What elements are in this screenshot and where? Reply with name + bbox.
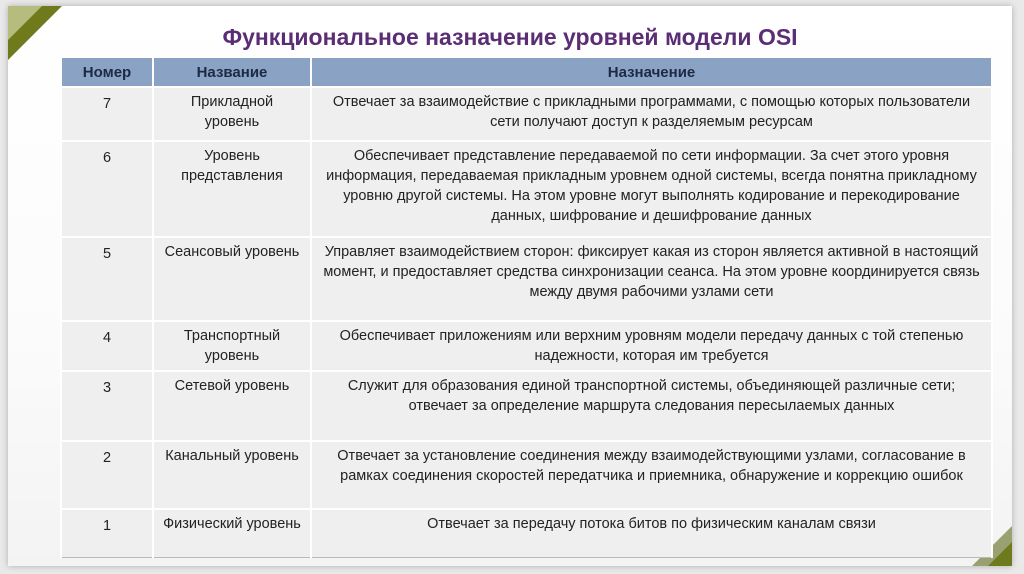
table-row xyxy=(61,371,992,441)
header-purpose: Назначение xyxy=(311,57,992,87)
level-purpose: Управляет взаимодействием сторон: фиксирует какая из сторон является активной в настоящий момент, и предоставляет средства синхронизации сеанса. На этом уровне координируется связь между двумя рабочими узлами сети xyxy=(311,237,992,321)
level-purpose: Отвечает за передачу потока битов по физическим каналам связи xyxy=(311,509,992,557)
level-number: 5 xyxy=(61,237,153,321)
osi-levels-table xyxy=(60,56,993,558)
header-name: Название xyxy=(153,57,311,87)
level-purpose: Отвечает за взаимодействие с прикладными программами, с помощью которых пользователи сети получают доступ к разделяемым ресурсам xyxy=(311,87,992,141)
level-number: 6 xyxy=(61,141,153,237)
level-name: Физический уровень xyxy=(153,509,311,557)
table-row xyxy=(61,321,992,371)
level-name: Транспортный уровень xyxy=(153,321,311,371)
level-number: 7 xyxy=(61,87,153,141)
level-name: Уровень представления xyxy=(153,141,311,237)
table-row xyxy=(61,509,992,557)
level-name: Прикладной уровень xyxy=(153,87,311,141)
level-name: Сеансовый уровень xyxy=(153,237,311,321)
level-purpose: Обеспечивает приложениям или верхним уровням модели передачу данных с той степенью надежности, которая им требуется xyxy=(311,321,992,371)
level-purpose: Служит для образования единой транспортной системы, объединяющей различные сети; отвечает за определение маршрута следования пересылаемых данных xyxy=(311,371,992,441)
slide xyxy=(8,6,1012,566)
level-purpose: Обеспечивает представление передаваемой по сети информации. За счет этого уровня информация, передаваемая прикладным уровнем одной системы, всегда понятна прикладному уровню другой системы. На этом уровне могут выполнять кодирование и перекодирование данных, шифрование и дешифрование данных xyxy=(311,141,992,237)
slide-title: Функциональное назначение уровней модели OSI xyxy=(222,24,798,50)
level-number: 1 xyxy=(61,509,153,557)
level-number: 2 xyxy=(61,441,153,509)
level-number: 3 xyxy=(61,371,153,441)
header-number: Номер xyxy=(61,57,153,87)
level-name: Канальный уровень xyxy=(153,441,311,509)
level-name: Сетевой уровень xyxy=(153,371,311,441)
table-row xyxy=(61,441,992,509)
level-number: 4 xyxy=(61,321,153,371)
table-row xyxy=(61,87,992,141)
table-row xyxy=(61,141,992,237)
table-header-row xyxy=(61,57,992,87)
table-row xyxy=(61,237,992,321)
level-purpose: Отвечает за установление соединения между взаимодействующими узлами, согласование в рамках соединения скоростей передатчика и приемника, обнаружение и коррекцию ошибок xyxy=(311,441,992,509)
